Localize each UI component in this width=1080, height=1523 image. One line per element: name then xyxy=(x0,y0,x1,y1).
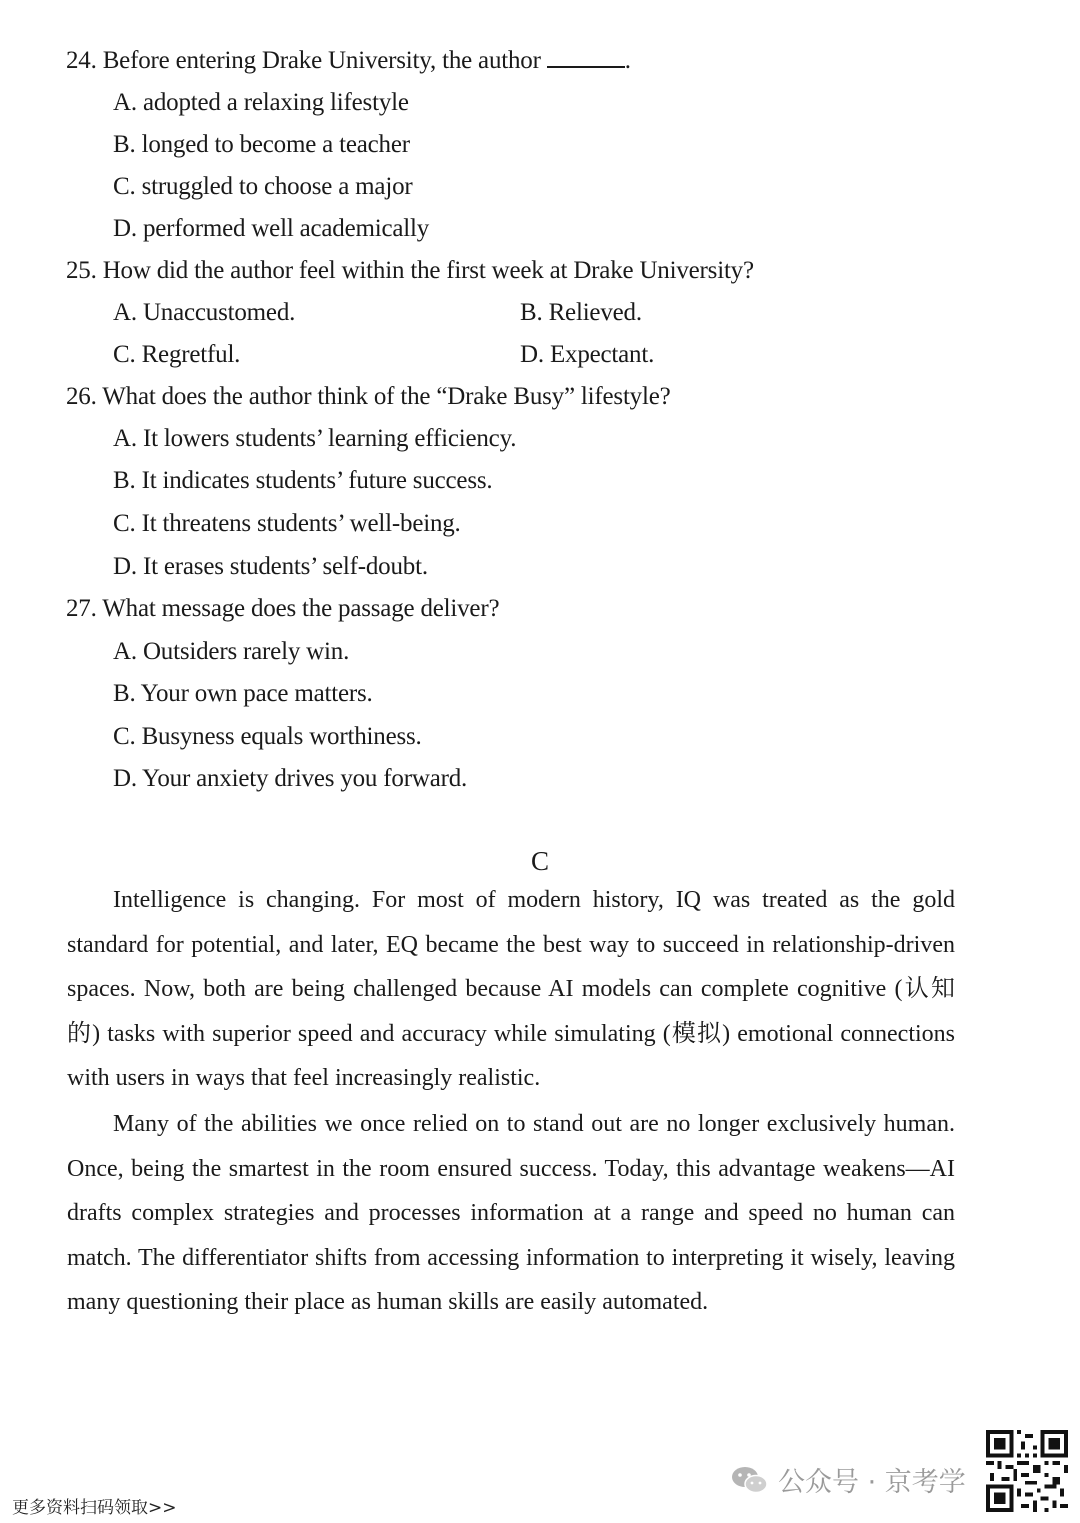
option-24-b: B. longed to become a teacher xyxy=(113,131,410,158)
wechat-brand xyxy=(730,1460,966,1499)
question-24-stem xyxy=(66,45,631,77)
option-25-a: A. Unaccustomed. xyxy=(113,299,296,326)
option-26-c: C. It threatens students’ well-being. xyxy=(113,510,461,537)
question-24-text: 24. Before entering Drake University, the author xyxy=(66,47,541,74)
option-25-b: B. Relieved. xyxy=(520,299,642,326)
option-25-d: D. Expectant. xyxy=(520,341,655,368)
option-25-c: C. Regretful. xyxy=(113,341,241,368)
section-heading: C xyxy=(530,846,549,876)
passage-paragraph-1: Intelligence is changing. For most of modern history, IQ was treated as the gold standard for potential, and later, EQ became the best way to succeed in relationship-driven spaces. Now, both are being challenged because AI models can complete cognitive (认知的) tasks with superior speed and accuracy while simulating (模拟) emotional connections with users in ways that feel increasingly realistic. xyxy=(67,887,955,1091)
answer-blank xyxy=(547,46,625,68)
brand-text: 公众号 · 京考学 xyxy=(778,1467,966,1498)
footer-more-resources[interactable]: 更多资料扫码领取>> xyxy=(12,1498,177,1518)
option-24-c: C. struggled to choose a major xyxy=(113,173,413,200)
question-27-stem: 27. What message does the passage deliver? xyxy=(66,595,500,622)
option-27-d: D. Your anxiety drives you forward. xyxy=(113,765,468,792)
option-27-a: A. Outsiders rarely win. xyxy=(113,638,350,665)
option-24-a: A. adopted a relaxing lifestyle xyxy=(113,89,409,116)
passage-paragraph-2: Many of the abilities we once relied on to stand out are no longer exclusively human. Once, being the smartest in the room ensured success. Today, this advantage weakens—AI drafts complex strategies and processes information at a range and speed no human can match. The differentiator shifts from accessing information to interpreting it wisely, leaving many questioning their place as human skills are easily automated. xyxy=(67,1111,955,1315)
qr-code-icon[interactable] xyxy=(986,1430,1068,1512)
question-25-stem: 25. How did the author feel within the first week at Drake University? xyxy=(66,257,754,284)
question-24-end: . xyxy=(624,47,631,74)
option-26-b: B. It indicates students’ future success. xyxy=(113,467,493,494)
option-24-d: D. performed well academically xyxy=(113,215,430,242)
option-27-c: C. Busyness equals worthiness. xyxy=(113,723,422,750)
option-27-b: B. Your own pace matters. xyxy=(113,680,373,707)
option-26-a: A. It lowers students’ learning efficiency. xyxy=(113,425,517,452)
wechat-icon xyxy=(730,1465,770,1495)
option-26-d: D. It erases students’ self-doubt. xyxy=(113,553,428,580)
question-26-stem: 26. What does the author think of the “Drake Busy” lifestyle? xyxy=(66,383,671,410)
